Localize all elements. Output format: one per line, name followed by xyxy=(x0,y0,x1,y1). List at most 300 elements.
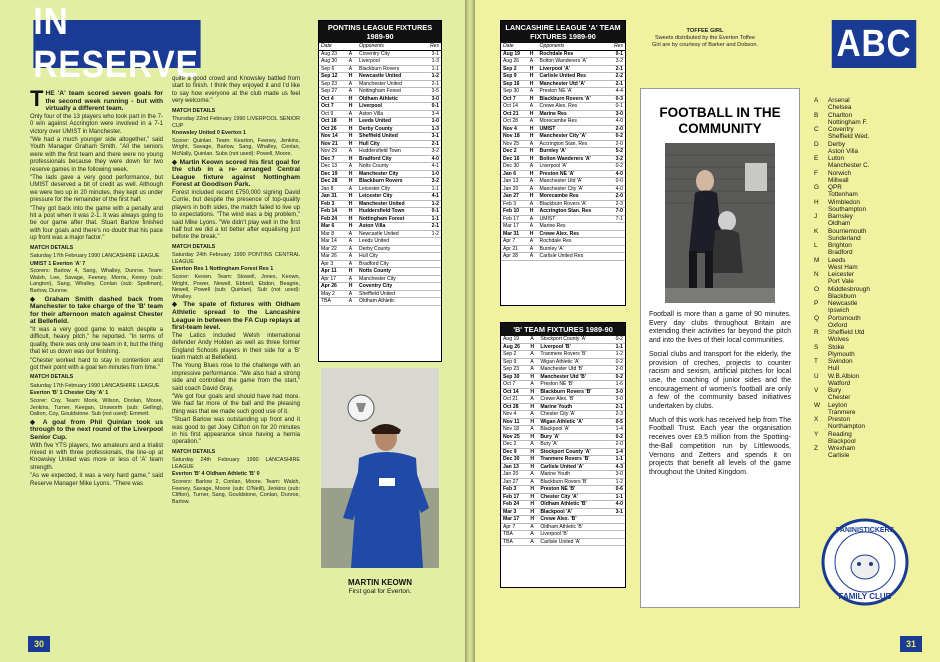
fixture-venue: A xyxy=(528,223,538,231)
fixture-row xyxy=(501,531,625,539)
pontins-fixtures-table xyxy=(318,20,442,362)
fixture-result: 3-2 xyxy=(423,178,441,186)
fixture-opponent: Huddersfield Town xyxy=(357,148,423,156)
fixture-opponent: Marine Youth xyxy=(538,471,610,479)
fixture-date: Apr 7 xyxy=(501,238,528,246)
abc-team: Sheffield Utd xyxy=(828,329,865,336)
fixture-row xyxy=(319,103,441,111)
fixture-opponent: Liverpool 'B' xyxy=(538,343,610,351)
fixture-opponent: Liverpool 'A' xyxy=(538,65,609,73)
fixture-opponent: Leeds United xyxy=(357,118,423,126)
fixture-result xyxy=(610,523,625,531)
fixture-venue: A xyxy=(528,163,538,171)
abc-row xyxy=(814,293,926,300)
fixture-opponent: Liverpool 'B' xyxy=(538,531,610,539)
fixture-opponent: Bury 'A' xyxy=(538,433,610,441)
fixture-row xyxy=(501,50,625,58)
fixture-opponent: Carlisle United 'A' xyxy=(538,538,610,546)
fixture-date: Apr 26 xyxy=(319,283,347,291)
fixture-result: 1-4 xyxy=(610,448,625,456)
fixture-date: Apr 21 xyxy=(501,245,528,253)
fixture-venue: A xyxy=(347,110,357,118)
abc-letter xyxy=(814,423,828,430)
abc-letter: P xyxy=(814,300,819,307)
fixture-venue: A xyxy=(528,103,538,111)
fixture-result: 3-5 xyxy=(423,88,441,96)
fixture-date: Dec 2 xyxy=(501,441,528,449)
logo-top-text: PANINISTICKERS xyxy=(835,527,895,534)
abc-row xyxy=(814,423,926,430)
fixture-venue: A xyxy=(528,200,538,208)
fixture-opponent: Leeds United xyxy=(357,238,423,246)
fixture-date: Feb 10 xyxy=(501,208,528,216)
fixture-date: Mar 3 xyxy=(501,508,528,516)
fixture-opponent: Derby County xyxy=(357,125,423,133)
fixture-result: 2-3 xyxy=(608,200,625,208)
fixture-venue: H xyxy=(528,508,538,516)
abc-team: Middlesbrough xyxy=(828,285,870,293)
fixture-opponent: Stockport County 'A' xyxy=(538,448,610,456)
fixture-row xyxy=(501,110,625,118)
abc-row xyxy=(814,133,926,140)
fixture-date: Oct 18 xyxy=(319,118,347,126)
fixture-opponent: Morecambe Res xyxy=(538,118,609,126)
fixture-venue: H xyxy=(528,516,538,524)
fixture-result: 0-1 xyxy=(423,103,441,111)
fixture-venue: A xyxy=(347,298,357,306)
fixture-row xyxy=(501,508,625,516)
a-team-fixtures-title: LANCASHIRE LEAGUE 'A' TEAM FIXTURES 1989-90 xyxy=(501,21,625,43)
paragraph: Saturday 24th February 1990 LANCASHIRE LEAGUE xyxy=(172,457,300,470)
abc-row xyxy=(814,264,926,271)
fixture-result: 0-1 xyxy=(423,208,441,216)
paragraph: "Chester worked hard to stay in contention and got their point with a goal ten minutes from time." xyxy=(30,357,163,372)
abc-row xyxy=(814,271,926,278)
abc-letter xyxy=(814,394,828,401)
abc-team: Blackburn xyxy=(828,292,857,300)
fixture-venue: A xyxy=(347,260,357,268)
fixture-opponent: Rochdale Res xyxy=(538,238,609,246)
fixture-result: 4-1 xyxy=(423,163,441,171)
abc-team: Nottingham F. xyxy=(828,118,868,126)
fixture-opponent: Crewe Alex. 'B' xyxy=(538,516,610,524)
fixture-result: 3-0 xyxy=(610,396,625,404)
paragraph: Knowsley United 0 Everton 1 xyxy=(172,130,246,137)
fixture-opponent: Manchester Utd 'B' xyxy=(538,373,610,381)
fixture-venue: H xyxy=(347,95,357,103)
fixture-venue: A xyxy=(528,523,538,531)
fixture-result xyxy=(423,238,441,246)
abc-team: Luton xyxy=(828,155,844,162)
abc-row xyxy=(814,97,926,104)
fixture-result: 3-1 xyxy=(610,508,625,516)
fixture-result: 2-1 xyxy=(608,65,625,73)
paragraph: UMIST 1 Everton 'A' 7 xyxy=(30,260,86,267)
abc-team: Swindon xyxy=(828,358,853,365)
paragraph: ◆ Martin Keown scored his first goal for the club in a re- arranged Central League fixture against Nottingham Forest at Goodison Park. xyxy=(172,158,300,189)
fixture-row xyxy=(319,298,441,306)
fixture-opponent: Bolton Wanderers 'A' xyxy=(538,58,609,66)
fixture-opponent: Liverpool 'A' xyxy=(538,163,609,171)
fixture-date: Apr 17 xyxy=(319,275,347,283)
fixture-date: Sep 6 xyxy=(319,65,347,73)
fixture-result: 2-0 xyxy=(610,366,625,374)
fixture-result xyxy=(610,516,625,524)
fixture-opponent: Liverpool xyxy=(357,58,423,66)
fixture-venue: H xyxy=(528,133,538,141)
abc-row xyxy=(814,242,926,249)
fixture-result xyxy=(608,223,625,231)
fixture-row xyxy=(501,523,625,531)
b-team-fixtures-title: 'B' TEAM FIXTURES 1989-90 xyxy=(501,323,625,336)
fixture-opponent: Tranmere Rovers 'B' xyxy=(538,351,610,359)
fixture-venue: H xyxy=(528,403,538,411)
fixture-venue: H xyxy=(528,493,538,501)
fixture-row xyxy=(319,215,441,223)
fixture-row xyxy=(501,95,625,103)
fixture-row xyxy=(501,411,625,419)
abc-letter: X xyxy=(814,416,819,423)
abc-row xyxy=(814,351,926,358)
fixture-opponent: Carlisle United Res xyxy=(538,73,609,81)
fixture-date: Oct 7 xyxy=(501,381,528,389)
fixture-opponent: Manchester Utd 'A' xyxy=(538,80,609,88)
fixture-date: Oct 21 xyxy=(501,110,528,118)
fixture-venue: A xyxy=(528,396,538,404)
fixture-result: 3-0 xyxy=(423,95,441,103)
fixture-result: 4-1 xyxy=(423,193,441,201)
fixture-opponent: UMIST xyxy=(538,215,609,223)
abc-letter: F xyxy=(814,169,818,177)
abc-row xyxy=(814,387,926,394)
abc-row xyxy=(814,329,926,336)
community-body xyxy=(641,303,799,478)
toffee-girl-note xyxy=(650,28,760,48)
fixture-result: 0-3 xyxy=(608,95,625,103)
fixture-row xyxy=(501,118,625,126)
abc-row xyxy=(814,112,926,119)
paragraph: MATCH DETAILS xyxy=(172,448,216,455)
fixture-date: Oct 7 xyxy=(501,95,528,103)
abc-row xyxy=(814,220,926,227)
fixture-date: Sep 9 xyxy=(501,73,528,81)
fixture-row xyxy=(501,448,625,456)
fixture-result: 1-0 xyxy=(423,170,441,178)
fixture-date: Dec 7 xyxy=(319,155,347,163)
fixture-opponent: Blackburn Rovers 'A' xyxy=(538,200,609,208)
toffee-girl-text: Sweets distributed by the Everton Toffee Girl are by courtesy of Barker and Dobson. xyxy=(651,34,759,48)
fixture-venue: H xyxy=(528,193,538,201)
fixture-row xyxy=(501,403,625,411)
abc-letter xyxy=(814,148,828,155)
fixture-venue: H xyxy=(528,50,538,58)
fixture-venue: A xyxy=(347,253,357,261)
fixture-opponent: Bolton Wanderers 'A' xyxy=(538,155,609,163)
abc-letter xyxy=(814,249,828,256)
fixture-date: Mar 8 xyxy=(319,230,347,238)
fixture-result: 1-6 xyxy=(610,381,625,389)
fixture-opponent: Blackpool 'A' xyxy=(538,426,610,434)
fixture-row xyxy=(501,80,625,88)
fixture-venue: A xyxy=(528,366,538,374)
fixture-result: 1-1 xyxy=(423,215,441,223)
fixture-date: TBA xyxy=(501,538,528,546)
fixture-date: Nov 18 xyxy=(501,426,528,434)
fixture-venue: H xyxy=(528,148,538,156)
fixture-opponent: Bradford City xyxy=(357,155,423,163)
abc-team: Charlton xyxy=(828,111,853,119)
fixture-date: Mar 22 xyxy=(319,245,347,253)
abc-row xyxy=(814,249,926,256)
paragraph: MATCH DETAILS xyxy=(30,374,74,381)
abc-team: Sheffield Wed. xyxy=(828,133,870,141)
keown-photo xyxy=(321,368,439,568)
fixture-date: Dec 30 xyxy=(501,456,528,464)
fixture-row xyxy=(501,208,625,216)
abc-team: Hull xyxy=(828,365,840,373)
fixture-opponent: Newcastle United xyxy=(357,73,423,81)
panini-logo xyxy=(820,517,910,607)
fixture-row xyxy=(501,103,625,111)
paragraph: Everton Res 1 Nottingham Forest Res 1 xyxy=(172,266,274,273)
fixture-date: Nov 21 xyxy=(319,140,347,148)
abc-team: Tranmere xyxy=(828,408,856,416)
fixture-row xyxy=(501,493,625,501)
article-column-1 xyxy=(30,86,163,489)
fixture-date: Feb 3 xyxy=(501,200,528,208)
abc-row xyxy=(814,141,926,148)
fixture-venue: H xyxy=(528,155,538,163)
fixture-opponent: Preston NE 'B' xyxy=(538,486,610,494)
fixture-row xyxy=(319,178,441,186)
abc-letter xyxy=(814,191,828,198)
right-page xyxy=(470,0,940,662)
fixture-date: May 2 xyxy=(319,290,347,298)
fixture-result: 7-0 xyxy=(608,208,625,216)
fixture-row xyxy=(319,208,441,216)
fixture-venue: H xyxy=(528,125,538,133)
fixture-venue: A xyxy=(528,381,538,389)
fixture-result: 1-2 xyxy=(423,73,441,81)
fixture-row xyxy=(501,471,625,479)
fixture-venue: A xyxy=(347,238,357,246)
fixture-row xyxy=(501,65,625,73)
fixture-venue: H xyxy=(528,388,538,396)
fixture-date: Aug 19 xyxy=(501,336,528,343)
fixture-venue: H xyxy=(347,268,357,276)
fixture-venue: A xyxy=(347,275,357,283)
fixture-venue: A xyxy=(528,245,538,253)
fixture-date: Feb 17 xyxy=(501,215,528,223)
fixture-venue: A xyxy=(528,478,538,486)
fixture-venue: H xyxy=(528,456,538,464)
abc-team: Wimbledon xyxy=(828,198,860,206)
paragraph: Scorer: Coy. Team: Monk, Wilson, Doolan, Moore, Jenkins, Turner, Keegan, Unsworth (sub: Gelling), Dalton, Coy, Gouldstone. Sub (not used): Emmett. xyxy=(30,398,163,418)
fixture-result: 0-2 xyxy=(610,433,625,441)
fixture-venue: H xyxy=(528,170,538,178)
fixture-row xyxy=(501,193,625,201)
abc-row xyxy=(814,228,926,235)
abc-letter: U xyxy=(814,372,819,380)
abc-letter xyxy=(814,264,828,271)
fixture-result: 2-1 xyxy=(610,403,625,411)
fixture-result: 1-4 xyxy=(610,426,625,434)
fixture-row xyxy=(501,433,625,441)
fixture-venue: A xyxy=(528,253,538,261)
abc-team: Barnsley xyxy=(828,213,853,220)
fixture-row xyxy=(319,155,441,163)
abc-letter: L xyxy=(814,242,818,249)
fixture-result: 1-1 xyxy=(423,65,441,73)
a-team-fixtures-table xyxy=(500,20,626,306)
fixture-venue: H xyxy=(528,110,538,118)
fixture-date: Nov 25 xyxy=(501,140,528,148)
fixture-row xyxy=(319,140,441,148)
abc-letter xyxy=(814,162,828,169)
fixture-opponent: Blackpool 'A' xyxy=(538,508,610,516)
abc-row xyxy=(814,402,926,409)
fixture-opponent: Coventry City xyxy=(357,50,423,58)
fixture-opponent: Hull City xyxy=(357,253,423,261)
fixture-opponent: UMIST xyxy=(538,125,609,133)
paragraph: Saturday 24th February 1990 PONTINS CENTRAL LEAGUE xyxy=(172,252,300,265)
fixture-date: Jan 27 xyxy=(501,193,528,201)
fixture-venue: H xyxy=(528,373,538,381)
abc-team: Southampton xyxy=(828,205,867,213)
fixture-result: 1-0 xyxy=(423,118,441,126)
fixture-result: 3-2 xyxy=(608,58,625,66)
fixture-opponent: Tranmere Rovers 'B' xyxy=(538,456,610,464)
abc-letter xyxy=(814,293,828,300)
fixture-venue: A xyxy=(528,471,538,479)
fixture-result: 2-1 xyxy=(423,80,441,88)
abc-team: Stoke xyxy=(828,343,845,351)
fixture-row xyxy=(319,65,441,73)
abc-row xyxy=(814,380,926,387)
abc-row xyxy=(814,307,926,314)
fixture-opponent: Hull City xyxy=(357,140,423,148)
paragraph: With five YTS players, two amateurs and a trialist mixed in with three professionals, the line-up at Knowsley United was more or less of 'A' team strength. xyxy=(30,442,163,471)
abc-row xyxy=(814,278,926,285)
fixture-opponent: Manchester Utd 'B' xyxy=(538,366,610,374)
paragraph: ◆ Graham Smith dashed back from Manchester to take charge of the 'B' team for their afternoon match against Chester at Bellefield. xyxy=(30,295,163,326)
abc-row xyxy=(814,286,926,293)
fixture-venue: H xyxy=(347,215,357,223)
fixture-result: 1-1 xyxy=(610,456,625,464)
fixture-venue: H xyxy=(528,418,538,426)
abc-letter xyxy=(814,235,828,242)
paragraph: ◆ A goal from Phil Quinlan took us through to the next round of the Liverpool Senior Cup. xyxy=(30,418,163,442)
abc-letter xyxy=(814,177,828,184)
abc-team: Northampton xyxy=(828,423,865,431)
abc-row xyxy=(814,104,926,111)
fixture-opponent: Blackburn Rovers 'A' xyxy=(538,95,609,103)
fixture-date: Jan 20 xyxy=(501,185,528,193)
abc-letter: O xyxy=(814,285,819,293)
fixture-venue: H xyxy=(528,448,538,456)
fixture-row xyxy=(319,58,441,66)
paragraph: "It was a very good game to watch despite a difficult, heavy pitch," he reported. "In terms of quality, there was only one team in it, but the thing that let us down was our finishing. xyxy=(30,327,163,356)
fixture-date: Nov 4 xyxy=(501,125,528,133)
community-paragraph: Football is more than a game of 90 minutes. Every day clubs throughout Britain are extending their activities far beyond the pitch and into the lives of their local communities. xyxy=(649,311,791,345)
abc-letter: N xyxy=(814,271,819,278)
fixture-result: 0-6 xyxy=(610,486,625,494)
fixture-opponent: Carlisle United 'A' xyxy=(538,463,610,471)
abc-letter: D xyxy=(814,140,819,148)
fixture-row xyxy=(319,163,441,171)
fixture-opponent: Oldham Athletic 'B' xyxy=(538,501,610,509)
fixture-row xyxy=(501,140,625,148)
fixture-row xyxy=(501,125,625,133)
fixture-date: Sep 16 xyxy=(501,80,528,88)
fixture-row xyxy=(501,200,625,208)
fixture-venue: A xyxy=(347,290,357,298)
fixture-row xyxy=(501,245,625,253)
fixture-date: Feb 14 xyxy=(319,208,347,216)
abc-row xyxy=(814,300,926,307)
fixture-venue: A xyxy=(528,118,538,126)
abc-letter: T xyxy=(814,358,818,365)
fixture-result: 1-2 xyxy=(423,230,441,238)
fixture-opponent: Preston NE 'A' xyxy=(538,170,609,178)
abc-letter xyxy=(814,133,828,140)
abc-team: Brighton xyxy=(828,242,852,249)
fixture-date: Dec 13 xyxy=(319,163,347,171)
fixture-date: Feb 24 xyxy=(319,215,347,223)
fixture-result: 2-1 xyxy=(423,140,441,148)
fixture-opponent: Wigan Athletic 'A' xyxy=(538,418,610,426)
fixture-venue: H xyxy=(347,133,357,141)
toffee-girl-title: TOFFEE GIRL xyxy=(686,28,724,34)
fixture-opponent: Crewe Alex. Res xyxy=(538,230,609,238)
fixture-result xyxy=(423,260,441,268)
fixture-date: Feb 24 xyxy=(501,501,528,509)
fixture-result xyxy=(610,538,625,546)
fixture-row xyxy=(501,148,625,156)
fixture-venue: H xyxy=(347,178,357,186)
caption-text: First goal for Everton. xyxy=(348,588,412,595)
fixture-result: 3-0 xyxy=(610,471,625,479)
fixture-result xyxy=(608,245,625,253)
abc-letter xyxy=(814,322,828,329)
fixture-opponent: Preston NE 'B' xyxy=(538,381,610,389)
fixture-venue: H xyxy=(347,125,357,133)
fixture-venue: H xyxy=(347,223,357,231)
fixture-opponent: Blackburn Rovers xyxy=(357,65,423,73)
fixture-row xyxy=(319,95,441,103)
fixture-venue: H xyxy=(528,65,538,73)
abc-team: West Ham xyxy=(828,263,858,271)
fixture-row xyxy=(319,290,441,298)
abc-row xyxy=(814,416,926,423)
fixture-result: 4-0 xyxy=(608,170,625,178)
abc-row xyxy=(814,438,926,445)
paragraph: The Young Blues rose to the challenge with an impressive performance. "We also had a strong side and controlled the game from the start," said coach David Gray. xyxy=(172,363,300,392)
fixture-result: 3-1 xyxy=(423,133,441,141)
fixture-date: Dec 30 xyxy=(501,163,528,171)
b-team-fixtures-table xyxy=(500,322,626,588)
fixture-row xyxy=(501,501,625,509)
fixture-result: 1-2 xyxy=(423,200,441,208)
fixture-row xyxy=(501,178,625,186)
fixture-row xyxy=(501,538,625,546)
fixture-result: 2-1 xyxy=(423,223,441,231)
fixture-date: Jan 31 xyxy=(319,193,347,201)
fixture-row xyxy=(501,170,625,178)
fixture-date: TBA xyxy=(319,298,347,306)
abc-row xyxy=(814,148,926,155)
abc-team: Oldham xyxy=(828,220,851,228)
